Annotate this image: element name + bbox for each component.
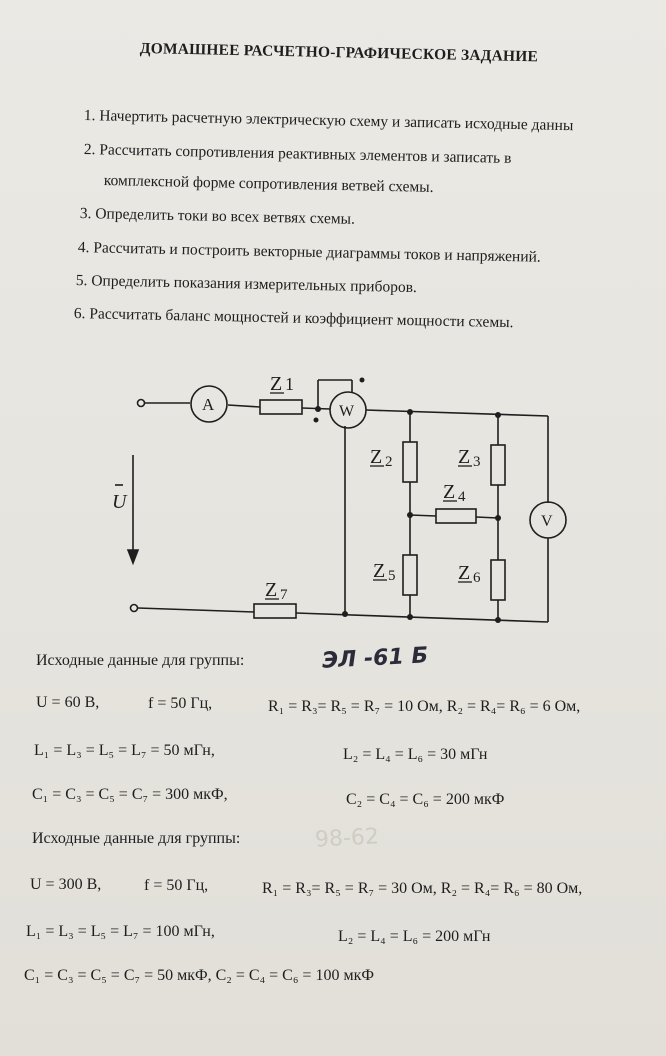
z2-sub: 2 xyxy=(385,454,393,470)
group1-resistances: R₁ = R₃= R₅ = R₇ = 10 Ом, R₂ = R₄= R₆ = 6 Ом, xyxy=(268,698,581,715)
z2-label: Z xyxy=(370,446,383,468)
z7-sub: 7 xyxy=(280,587,288,603)
group2-resistances: R₁ = R₃= R₅ = R₇ = 30 Ом, R₂ = R₄= R₆ = 80 Ом, xyxy=(262,880,583,897)
task-4: 4. Рассчитать и построить векторные диаграммы токов и напряжений. xyxy=(77,239,541,266)
group2-voltage: U = 300 В, xyxy=(30,876,102,893)
group2-capacitances: C₁ = C₃ = C₅ = C₇ = 50 мкФ, C₂ = C₄ = C₆ = 100 мкФ xyxy=(24,967,374,984)
group1-label: Исходные данные для группы: xyxy=(36,652,245,669)
z4-sub: 4 xyxy=(458,489,466,505)
group1-inductances-even: L₂ = L₄ = L₆ = 30 мГн xyxy=(343,746,488,763)
voltmeter-label: V xyxy=(541,513,553,530)
group1-voltage: U = 60 В, xyxy=(36,694,100,711)
z5-label: Z xyxy=(373,560,386,582)
task-1: 1. Начертить расчетную электрическую схему и записать исходные данны xyxy=(83,107,574,135)
ammeter-label: A xyxy=(202,395,215,414)
group2-frequency: f = 50 Гц, xyxy=(144,877,209,894)
z1-sub: 1 xyxy=(285,374,294,394)
group1-capacitances-odd: C₁ = C₃ = C₅ = C₇ = 300 мкФ, xyxy=(32,786,228,803)
z4-label: Z xyxy=(443,481,456,503)
group2-faint-code: 98-62 xyxy=(314,824,380,853)
z1-label: Z xyxy=(270,373,283,395)
task-3: 3. Определить токи во всех ветвях схемы. xyxy=(79,205,356,228)
group2-inductances-odd: L₁ = L₃ = L₅ = L₇ = 100 мГн, xyxy=(26,923,215,940)
task-6: 6. Рассчитать баланс мощностей и коэффициент мощности схемы. xyxy=(73,305,514,332)
source-voltage-label: U xyxy=(112,491,127,513)
task-2-continuation: комплексной форме сопротивления ветвей схемы. xyxy=(103,172,434,196)
group1-handwritten-code: ЭЛ -61 Б xyxy=(321,643,429,674)
group1-frequency: f = 50 Гц, xyxy=(148,695,213,712)
z5-sub: 5 xyxy=(388,568,396,584)
z7-label: Z xyxy=(265,579,278,601)
z6-label: Z xyxy=(458,562,471,584)
document-title: ДОМАШНЕЕ РАСЧЕТНО-ГРАФИЧЕСКОЕ ЗАДАНИЕ xyxy=(139,40,539,66)
task-2: 2. Рассчитать сопротивления реактивных элементов и записать в xyxy=(83,141,512,167)
group2-label: Исходные данные для группы: xyxy=(32,830,241,847)
wattmeter-label: W xyxy=(339,403,355,420)
group1-inductances-odd: L₁ = L₃ = L₅ = L₇ = 50 мГн, xyxy=(34,742,215,759)
group1-capacitances-even: C₂ = C₄ = C₆ = 200 мкФ xyxy=(346,791,505,808)
z3-label: Z xyxy=(458,446,471,468)
circuit-diagram xyxy=(0,360,666,640)
group2-inductances-even: L₂ = L₄ = L₆ = 200 мГн xyxy=(338,928,491,945)
task-5: 5. Определить показания измерительных приборов. xyxy=(75,272,418,297)
z6-sub: 6 xyxy=(473,570,481,586)
z3-sub: 3 xyxy=(473,454,481,470)
